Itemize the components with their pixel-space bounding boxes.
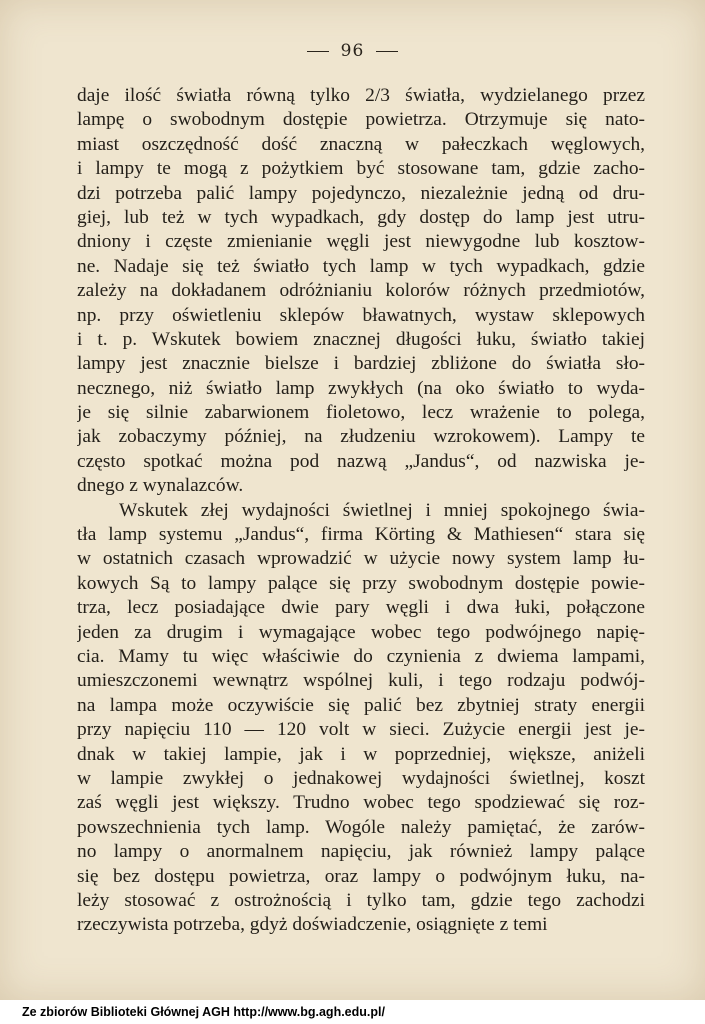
text-line: dnak w takiej lampie, jak i w poprzedniej, większe, aniżeli xyxy=(77,743,645,765)
text-line: rzeczywista potrzeba, gdyż doświadczenie, osiągnięte z temi xyxy=(77,914,548,936)
text-line: daje ilość światła równą tylko 2/3 światła, wydzielanego przez xyxy=(77,85,645,106)
text-line: je się silnie zabarwionem fioletowo, lecz wrażenie to polega, xyxy=(77,402,645,424)
page-number xyxy=(0,41,705,61)
text-line: ne. Nadaje się też światło tych lamp w tych wypadkach, gdzie xyxy=(77,255,645,277)
text-line: miast oszczędność dość znaczną w pałeczkach węglowych, xyxy=(77,133,645,155)
text-line: tła lamp systemu „Jandus“, firma Körting & Mathiesen“ stara się xyxy=(77,524,645,546)
text-line: jeden za drugim i wymagające wobec tego podwójnego napię- xyxy=(77,621,645,643)
text-line: umieszczonemi wewnątrz wspólnej kuli, i tego rodzaju podwój- xyxy=(77,670,645,692)
page-number-value: 96 xyxy=(340,41,365,61)
text-line: i t. p. Wskutek bowiem znacznej długości łuku, światło takiej xyxy=(77,328,645,350)
text-line: przy napięciu 110 — 120 volt w sieci. Zużycie energii jest je- xyxy=(77,719,645,741)
text-line: i lampy te mogą z pożytkiem być stosowane tam, gdzie zacho- xyxy=(77,158,645,180)
text-line: np. przy oświetleniu sklepów bławatnych, wystaw sklepowych xyxy=(77,304,645,326)
text-line: zaś węgli jest większy. Trudno wobec tego spodziewać się roz- xyxy=(77,792,645,814)
dash-left xyxy=(307,51,329,52)
text-line: necznego, niż światło lamp zwykłych (na oko światło to wyda- xyxy=(77,377,645,399)
text-line: dzi potrzeba palić lampy pojedynczo, niezależnie jedną od dru- xyxy=(77,182,645,204)
paragraph xyxy=(77,499,645,938)
text-line: Wskutek złej wydajności świetlnej i mniej spokojnego świa- xyxy=(119,499,645,521)
text-line: się bez dostępu powietrza, oraz lampy o podwójnym łuku, na- xyxy=(77,865,645,887)
text-line: lampę o swobodnym dostępie powietrza. Otrzymuje się nato- xyxy=(77,109,645,131)
text-line: często spotkać można pod nazwą „Jandus“, od nazwiska je- xyxy=(77,450,645,472)
text-line: dnego z wynalazców. xyxy=(77,475,244,497)
text-line: no lampy o anormalnem napięciu, jak również lampy palące xyxy=(77,841,645,863)
text-line: zależy na dokładanem odróżnianiu kolorów różnych przedmiotów, xyxy=(77,280,645,302)
text-line: na lampa może oczywiście się palić bez zbytniej straty energii xyxy=(77,694,645,716)
text-line: jak zobaczymy później, na złudzeniu wzrokowem). Lampy te xyxy=(77,426,645,448)
text-line: trza, lecz posiadające dwie pary węgli i dwa łuki, połączone xyxy=(77,597,645,619)
text-line: w lampie zwykłej o jednakowej wydajności świetlnej, koszt xyxy=(77,767,645,789)
text-line: cia. Mamy tu więc właściwie do czynienia z dwiema lampami, xyxy=(77,645,645,667)
dash-right xyxy=(376,51,398,52)
text-line: w ostatnich czasach wprowadzić w użycie nowy system lamp łu- xyxy=(77,548,645,570)
text-line: lampy jest znacznie bielsze i bardziej zbliżone do światła sło- xyxy=(77,353,645,375)
text-line: dniony i częste zmienianie węgli jest niewygodne lub kosztow- xyxy=(77,231,645,253)
text-line: giej, lub też w tych wypadkach, gdy dostęp do lamp jest utru- xyxy=(77,206,645,228)
library-footer: Ze zbiorów Biblioteki Głównej AGH http://www.bg.agh.edu.pl/ xyxy=(0,1000,705,1024)
text-line: kowych Są to lampy palące się przy swobodnym dostępie powie- xyxy=(77,572,645,594)
text-line: leży stosować z ostrożnością i tylko tam, gdzie tego zachodzi xyxy=(77,889,645,911)
text-line: powszechnienia tych lamp. Wogóle należy pamiętać, że zarów- xyxy=(77,816,645,838)
paragraph xyxy=(77,84,645,499)
body-text xyxy=(77,84,645,938)
